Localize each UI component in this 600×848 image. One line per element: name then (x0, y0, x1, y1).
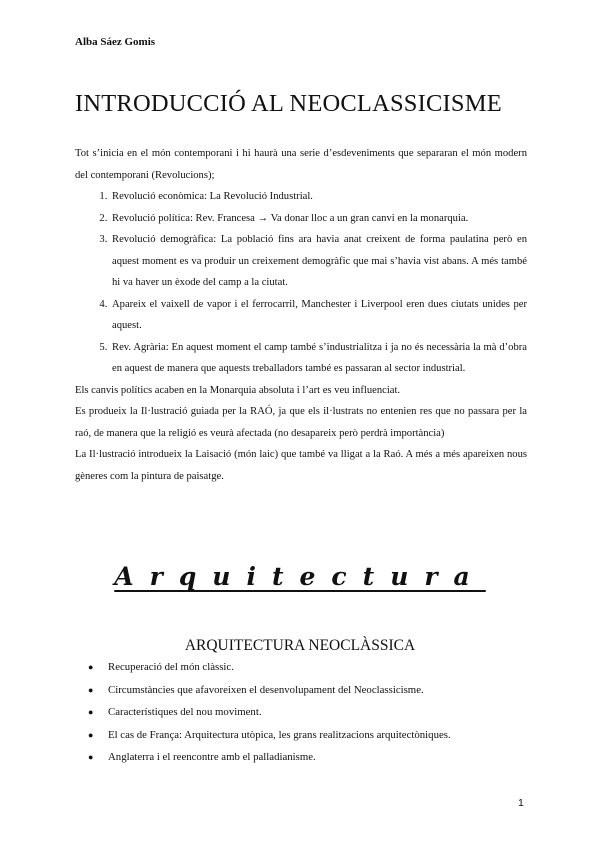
paragraph: Es produeix la Il·lustració guiada per la RAÓ, ja que els il·lustrats no entenien res que no passara per la raó, de manera que la religió es veurà afectada (no desapareix però perdrà importància) (75, 406, 527, 439)
list-item-text: El cas de França: Arquitectura utòpica, les grans realitzacions arquitectòniques. (108, 728, 451, 741)
list-item (88, 724, 451, 747)
body-text (75, 143, 527, 487)
bullet-icon: ● (88, 684, 94, 695)
page-number: 1 (518, 797, 524, 809)
list-item (88, 701, 451, 724)
paragraph: La Il·lustració introdueix la Laisació (món laic) que també va lligat a la Raó. A més a més apareixen nous gèneres com la pintura de paisatge. (75, 449, 527, 482)
list-item-text: Circumstàncies que afavoreixen el desenvolupament del Neoclassicisme. (108, 683, 424, 696)
list-item: 2. Revolució política: Rev. Francesa → Va donar lloc a un gran canvi en la monarquia. (110, 208, 527, 230)
bullet-icon: ● (88, 752, 94, 762)
list-item: 4. Apareix el vaixell de vapor i el ferrocarril, Manchester i Liverpool eren dues ciutats unides per aquest. (110, 294, 527, 337)
list-item (88, 746, 451, 769)
subsection-heading: ARQUITECTURA NEOCLÀSSICA (184, 636, 416, 654)
list-item: 5. Rev. Agrària: En aquest moment el camp també s’industrialitza i ja no és necessària la mà d’obra en aquest de manera que aquests treballadors també es passaran al sector industrial. (110, 337, 527, 380)
list-item (88, 656, 451, 679)
author-header: Alba Sáez Gomis (75, 36, 156, 48)
list-item-text: Característiques del nou moviment. (108, 706, 262, 718)
section-heading: Arquitectura (114, 562, 486, 591)
topics-list (75, 656, 451, 769)
list-item (88, 679, 451, 702)
paragraph: Els canvis polítics acaben en la Monarquia absoluta i l’art es veu influenciat. (75, 384, 401, 396)
bullet-icon: ● (88, 729, 94, 740)
list-item: 3. Revolució demogràfica: La població fins ara havia anat creixent de forma paulatina però en aquest moment es va produir un creixement demogràfic que mai s’havia vist abans. A més també hi va haver un èxode del camp a la ciutat. (110, 229, 527, 294)
list-item-text: Anglaterra i el reencontre amb el palladianisme. (108, 751, 316, 763)
bullet-icon: ● (88, 662, 94, 672)
intro-paragraph: Tot s’inicia en el món contemporani i hi haurà una serie d’esdeveniments que separaran el món modern del contemporani (Revolucions); (75, 148, 527, 181)
list-item: 1. Revolució econòmica: La Revolució Industrial. (110, 186, 527, 208)
page-title: INTRODUCCIÓ AL NEOCLASSICISME (75, 90, 502, 118)
list-item-text: Recuperació del món clàssic. (108, 661, 234, 673)
revolutions-list (75, 186, 527, 380)
bullet-icon: ● (88, 707, 94, 717)
